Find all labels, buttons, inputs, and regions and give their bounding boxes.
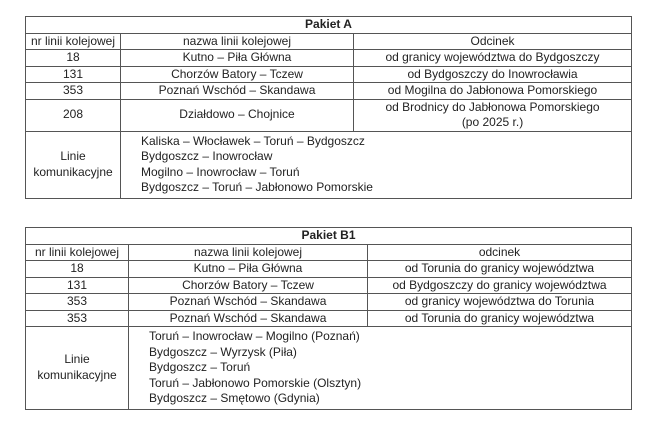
cell: Kutno – Piła Główna xyxy=(129,261,368,278)
list-item: Kaliska – Włocławek – Toruń – Bydgoszcz xyxy=(141,133,365,148)
list-item: Bydgoszcz – Toruń xyxy=(149,360,251,374)
cell xyxy=(354,99,632,131)
label-line: komunikacyjne xyxy=(33,164,113,179)
cell: 131 xyxy=(26,277,129,294)
list-item: Toruń – Jabłonowo Pomorskie (Olsztyn) xyxy=(149,375,362,390)
cell-line: (po 2025 r.) xyxy=(461,115,524,129)
table-row xyxy=(26,83,632,100)
column-header: nazwa linii kolejowej xyxy=(129,244,368,261)
list-item: Mogilno – Inowrocław – Toruń xyxy=(141,164,300,179)
column-header: nr linii kolejowej xyxy=(26,244,129,261)
label-line: Linie xyxy=(64,352,90,367)
cell: 353 xyxy=(26,294,129,311)
cell: 18 xyxy=(26,261,129,278)
table-row xyxy=(26,310,632,327)
header-row xyxy=(26,244,632,261)
cell: Poznań Wschód – Skandawa xyxy=(121,83,354,100)
cell: od Bydgoszczy do Inowrocławia xyxy=(354,66,632,83)
table-row xyxy=(26,50,632,67)
column-header: Odcinek xyxy=(354,33,632,50)
cell: 353 xyxy=(26,83,121,100)
label-line: komunikacyjne xyxy=(37,367,117,382)
lines-label xyxy=(26,327,129,410)
table-title: Pakiet A xyxy=(26,17,632,34)
cell: od granicy województwa do Bydgoszczy xyxy=(354,50,632,67)
lines-list xyxy=(121,131,632,198)
table-row xyxy=(26,277,632,294)
cell: od Bydgoszczy do granicy województwa xyxy=(368,277,632,294)
lines-list xyxy=(129,327,632,410)
list-item: Bydgoszcz – Wyrzysk (Piła) xyxy=(149,344,297,359)
list-item: Bydgoszcz – Toruń – Jabłonowo Pomorskie xyxy=(141,180,373,194)
cell: Poznań Wschód – Skandawa xyxy=(129,294,368,311)
table-pakiet-b1 xyxy=(25,227,632,410)
cell: Kutno – Piła Główna xyxy=(121,50,354,67)
cell: Chorzów Batory – Tczew xyxy=(129,277,368,294)
cell: od granicy województwa do Torunia xyxy=(368,294,632,311)
cell: 131 xyxy=(26,66,121,83)
cell: od Mogilna do Jabłonowa Pomorskiego xyxy=(354,83,632,100)
cell: 18 xyxy=(26,50,121,67)
cell: od Torunia do granicy województwa xyxy=(368,310,632,327)
label-line: Linie xyxy=(60,149,86,163)
lines-label xyxy=(26,131,121,198)
list-item: Toruń – Inowrocław – Mogilno (Poznań) xyxy=(149,329,360,343)
table-row xyxy=(26,66,632,83)
table-row xyxy=(26,99,632,131)
table-title: Pakiet B1 xyxy=(26,228,632,245)
cell: 353 xyxy=(26,310,129,327)
table-row xyxy=(26,294,632,311)
list-item: Bydgoszcz – Smętowo (Gdynia) xyxy=(149,391,320,405)
lines-row xyxy=(26,327,632,410)
cell: 208 xyxy=(26,99,121,131)
lines-row xyxy=(26,131,632,198)
cell: Poznań Wschód – Skandawa xyxy=(129,310,368,327)
header-row xyxy=(26,33,632,50)
cell: Działdowo – Chojnice xyxy=(121,99,354,131)
table-row xyxy=(26,261,632,278)
column-header: odcinek xyxy=(368,244,632,261)
column-header: nr linii kolejowej xyxy=(26,33,121,50)
cell: Chorzów Batory – Tczew xyxy=(121,66,354,83)
cell: od Torunia do granicy województwa xyxy=(368,261,632,278)
cell-line: od Brodnicy do Jabłonowa Pomorskiego xyxy=(385,99,600,114)
column-header: nazwa linii kolejowej xyxy=(121,33,354,50)
list-item: Bydgoszcz – Inowrocław xyxy=(141,149,273,163)
table-pakiet-a xyxy=(25,16,632,199)
